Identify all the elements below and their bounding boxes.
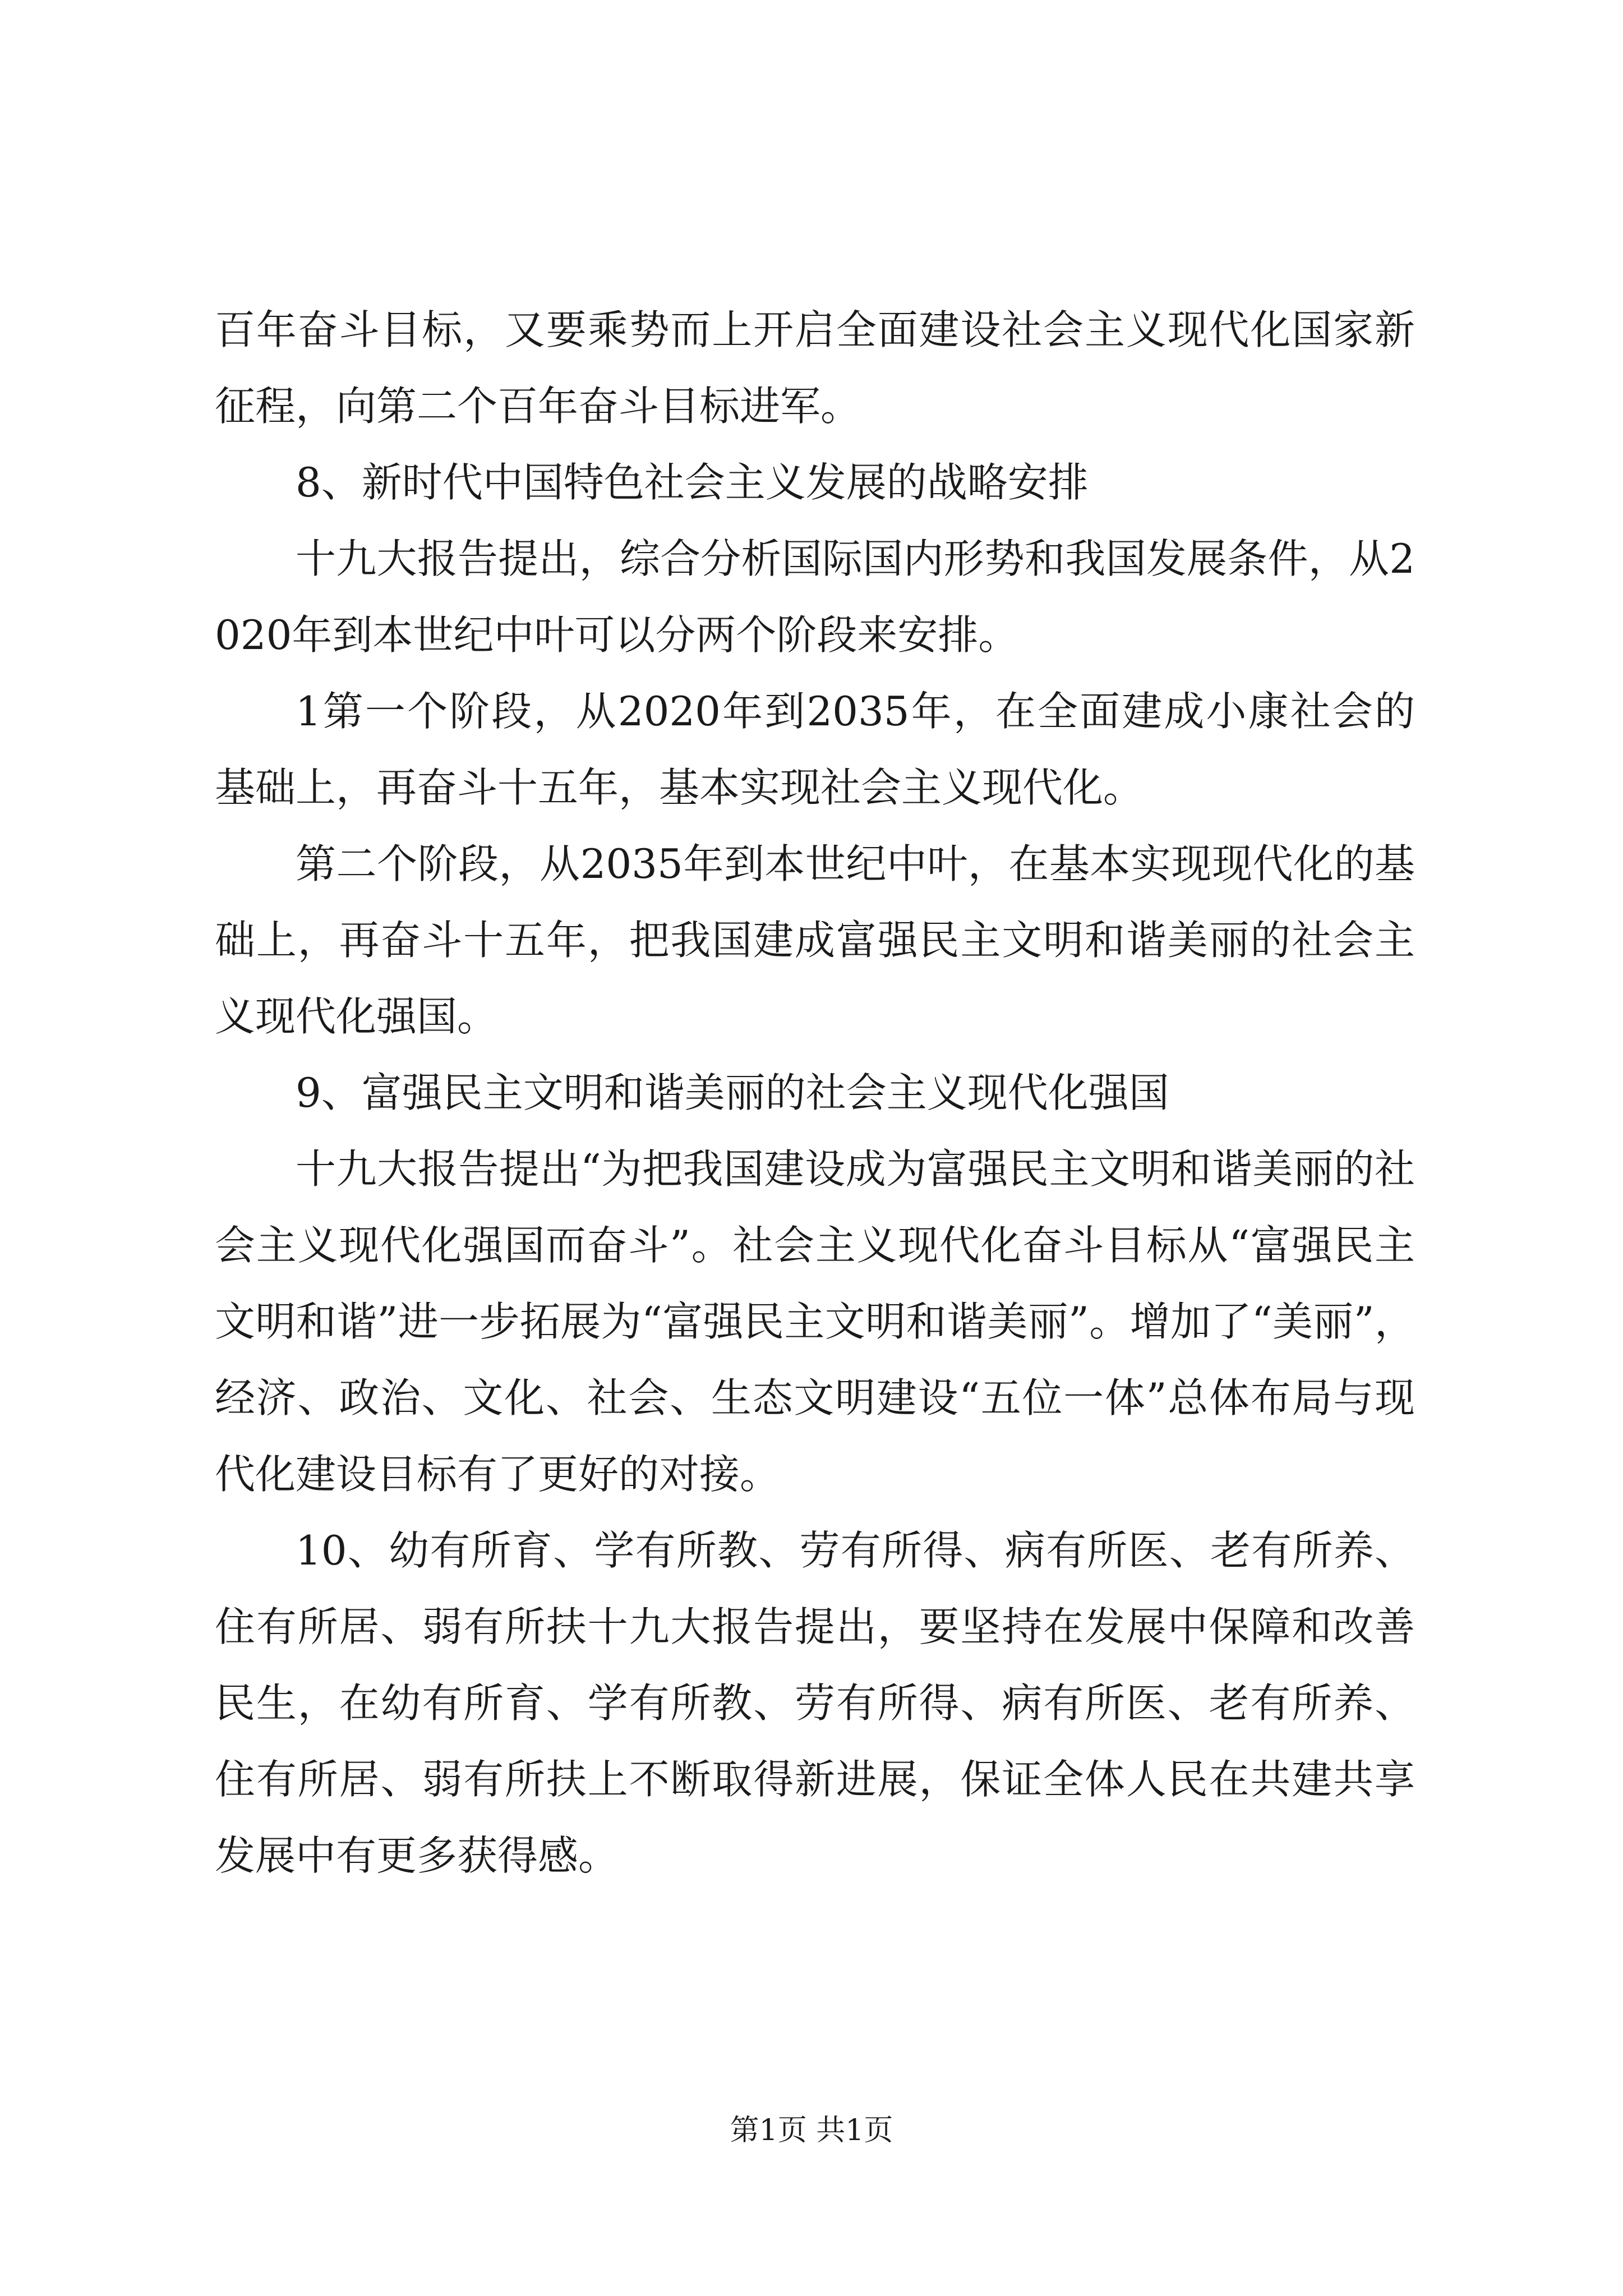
document-body <box>215 292 1415 1894</box>
paragraph-10-livelihood: 10、幼有所育、学有所教、劳有所得、病有所医、老有所养、住有所居、弱有所扶十九大报告提出，要坚持在发展中保障和改善民生，在幼有所育、学有所教、劳有所得、病有所医、老有所养、住有所居、弱有所扶上不断取得新进展，保证全体人民在共建共享发展中有更多获得感。 <box>215 1527 1415 1879</box>
page-footer: 第1页 共1页 <box>730 2114 893 2147</box>
paragraph-stage-one: 1第一个阶段，从2020年到2035年，在全面建成小康社会的基础上，再奋斗十五年，基本实现社会主义现代化。 <box>215 688 1415 811</box>
paragraph-stage-two: 第二个阶段，从2035年到本世纪中叶，在基本实现现代化的基础上，再奋斗十五年，把我国建成富强民主文明和谐美丽的社会主义现代化强国。 <box>215 840 1415 1040</box>
heading-9-modern-power: 9、富强民主文明和谐美丽的社会主义现代化强国 <box>296 1069 1169 1116</box>
heading-8-strategic-arrangement: 8、新时代中国特色社会主义发展的战略安排 <box>296 459 1089 506</box>
paragraph-1: 百年奋斗目标，又要乘势而上开启全面建设社会主义现代化国家新征程，向第二个百年奋斗目标进军。 <box>215 306 1415 430</box>
paragraph-beautiful-goal: 十九大报告提出“为把我国建设成为富强民主文明和谐美丽的社会主义现代化强国而奋斗”。社会主义现代化奋斗目标从“富强民主文明和谐”进一步拓展为“富强民主文明和谐美丽”。增加了“美丽”，经济、政治、文化、社会、生态文明建设“五位一体”总体布局与现代化建设目标有了更好的对接。 <box>215 1145 1415 1498</box>
paragraph-two-stages: 十九大报告提出，综合分析国际国内形势和我国发展条件，从2020年到本世纪中叶可以分两个阶段来安排。 <box>215 535 1415 659</box>
